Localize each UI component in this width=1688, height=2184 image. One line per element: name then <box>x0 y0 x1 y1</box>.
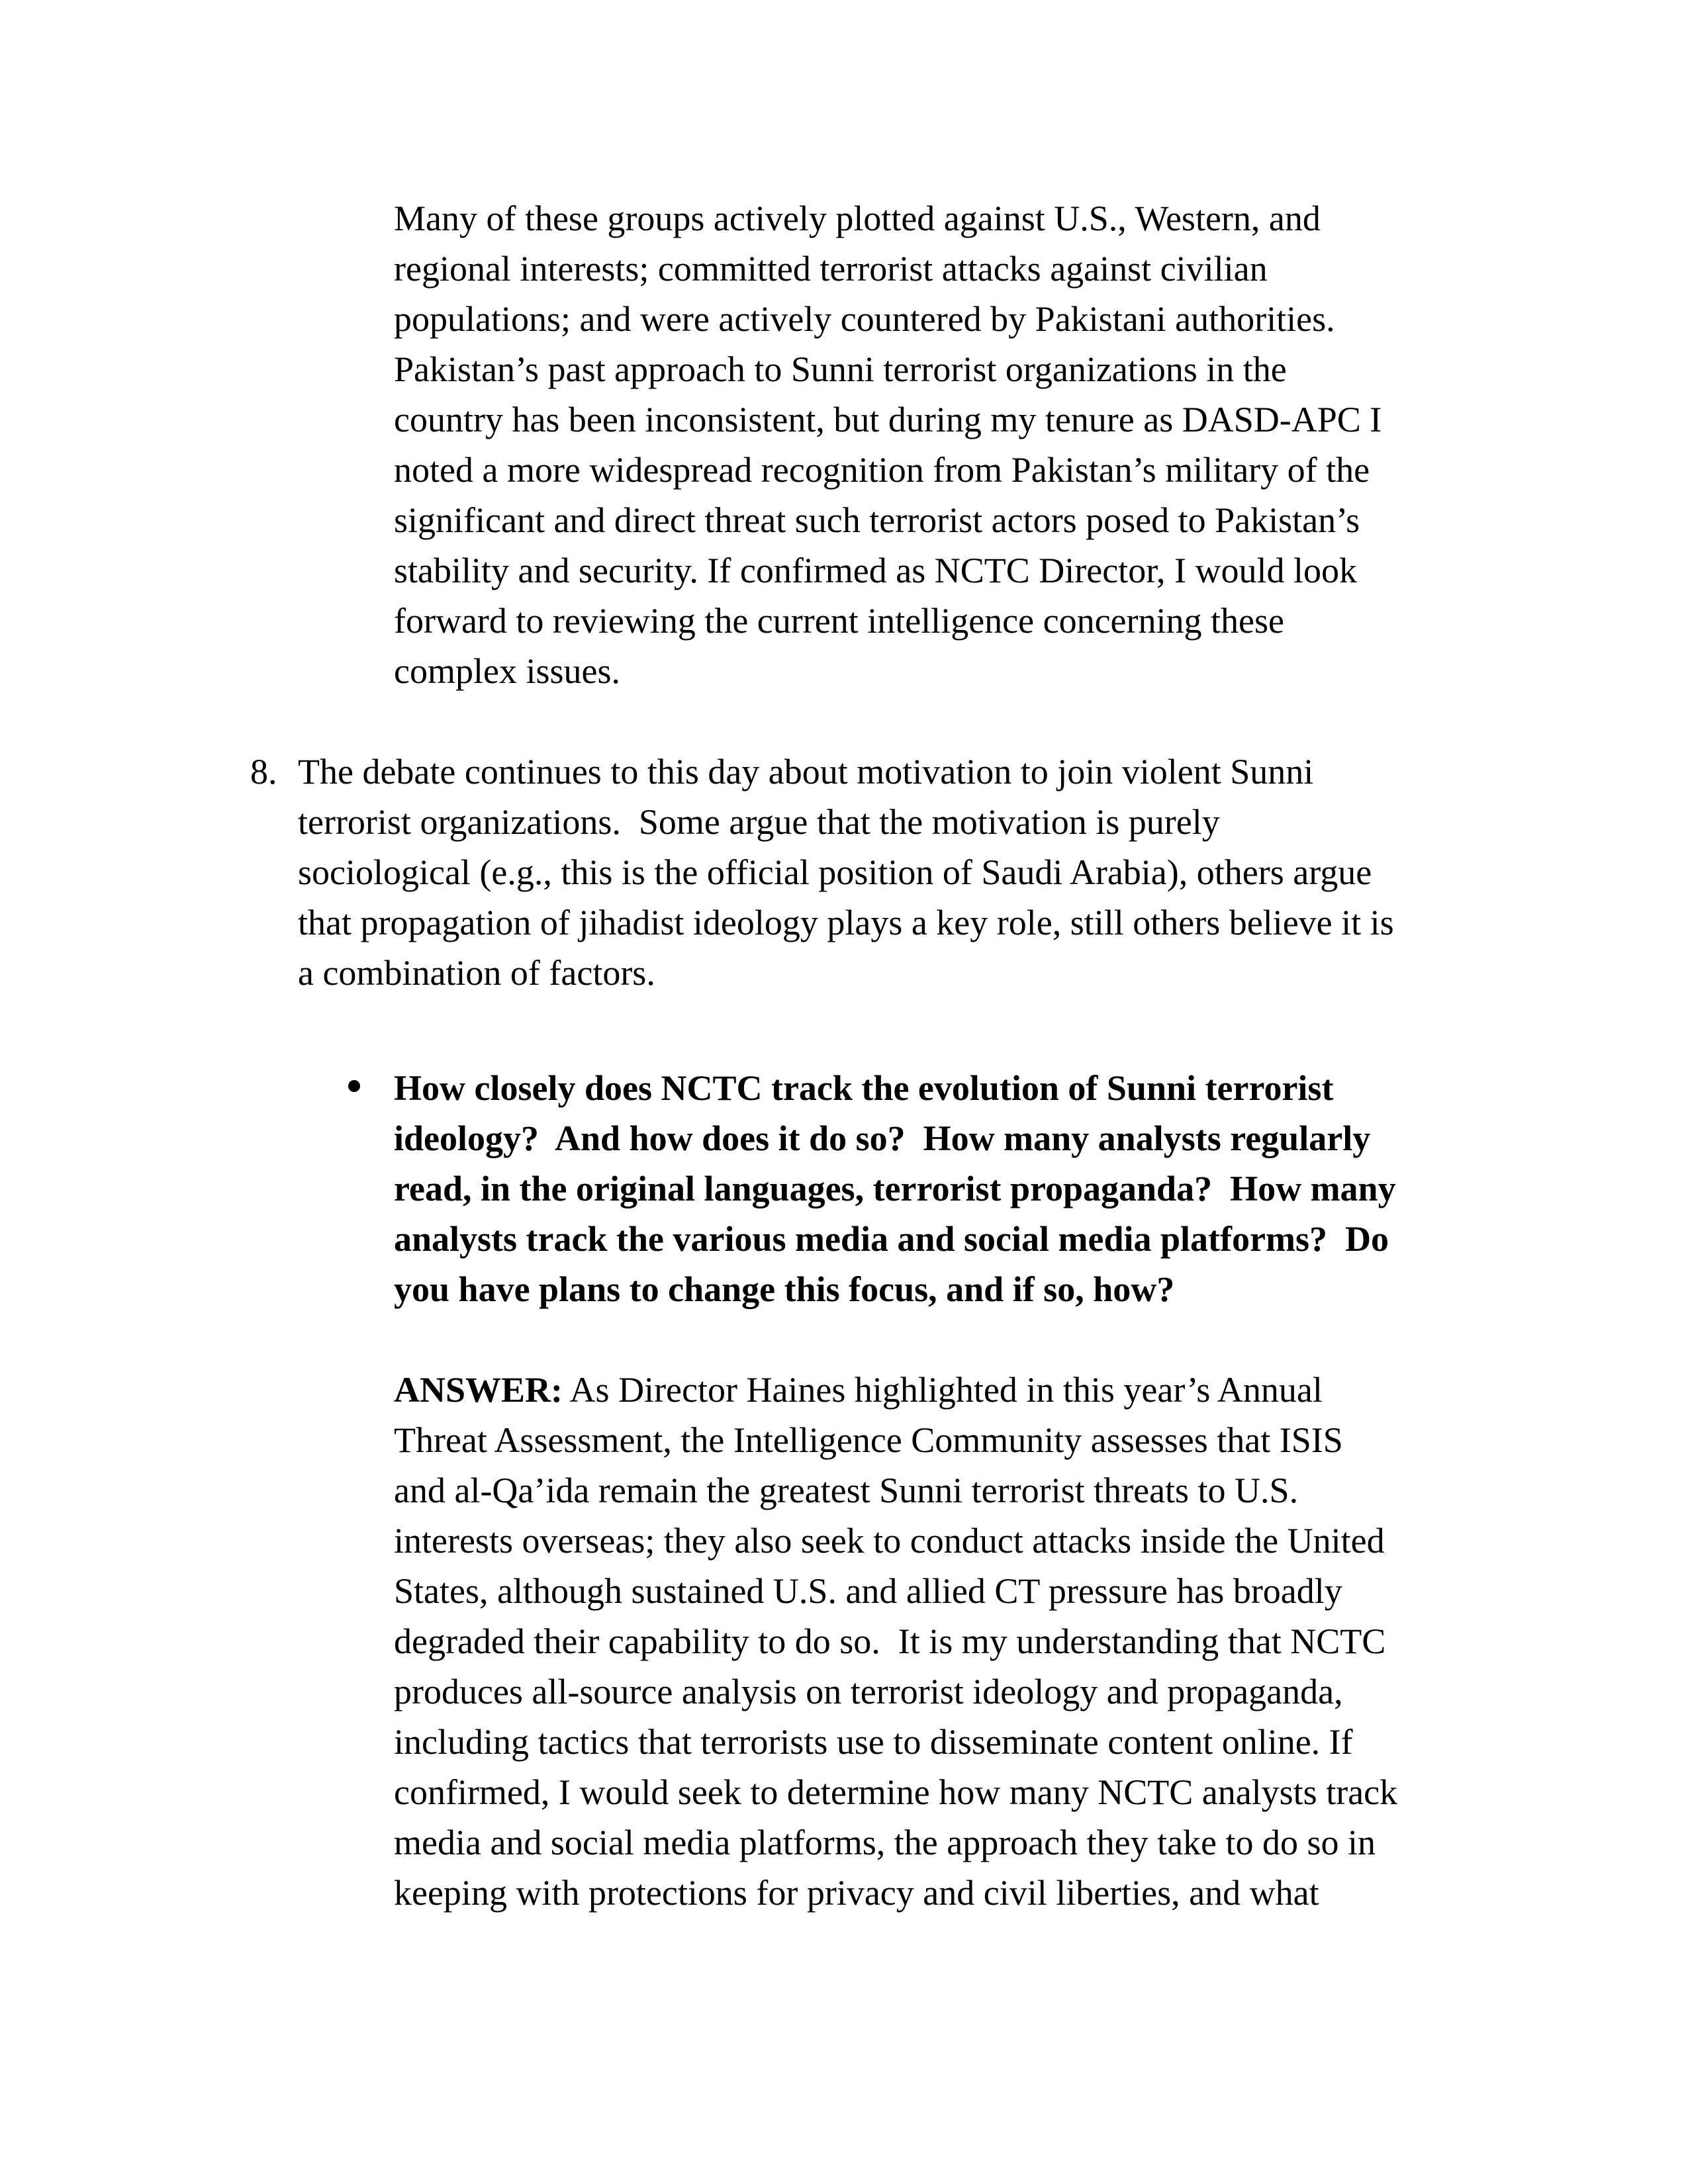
sub-question-line: ideology? And how does it do so? How many analysts regularly <box>394 1118 1371 1158</box>
answer-line: and al-Qa’ida remain the greatest Sunni terrorist threats to U.S. <box>394 1471 1299 1510</box>
question-line: a combination of factors. <box>298 953 655 993</box>
paragraph-line: Pakistan’s past approach to Sunni terrorist organizations in the <box>394 349 1287 389</box>
answer-text: As Director Haines highlighted in this year’s Annual <box>563 1370 1323 1410</box>
answer-line: keeping with protections for privacy and civil liberties, and what <box>394 1873 1319 1913</box>
question-line: The debate continues to this day about motivation to join violent Sunni <box>298 752 1314 792</box>
answer-line: including tactics that terrorists use to disseminate content online. If <box>394 1722 1353 1762</box>
paragraph-line: noted a more widespread recognition from Pakistan’s military of the <box>394 450 1370 490</box>
answer-line: interests overseas; they also seek to conduct attacks inside the United <box>394 1521 1385 1561</box>
question-line: terrorist organizations. Some argue that the motivation is purely <box>298 802 1220 842</box>
sub-question-line: analysts track the various media and social media platforms? Do <box>394 1219 1389 1259</box>
paragraph-line: stability and security. If confirmed as NCTC Director, I would look <box>394 551 1357 590</box>
paragraph-line: country has been inconsistent, but during my tenure as DASD-APC I <box>394 400 1382 439</box>
answer-line: media and social media platforms, the approach they take to do so in <box>394 1823 1376 1862</box>
answer-label: ANSWER: <box>394 1370 563 1410</box>
question-line: sociological (e.g., this is the official position of Saudi Arabia), others argue <box>298 852 1372 892</box>
sub-question-line: How closely does NCTC track the evolution of Sunni terrorist <box>394 1068 1334 1108</box>
answer-first-line <box>394 1365 1323 1415</box>
answer-line: produces all-source analysis on terrorist ideology and propaganda, <box>394 1672 1343 1711</box>
question-line: that propagation of jihadist ideology plays a key role, still others believe it is <box>298 903 1394 942</box>
paragraph-line: regional interests; committed terrorist attacks against civilian <box>394 249 1268 289</box>
paragraph-line: complex issues. <box>394 651 620 691</box>
answer-line: degraded their capability to do so. It is my understanding that NCTC <box>394 1621 1386 1661</box>
paragraph-line: populations; and were actively countered by Pakistani authorities. <box>394 299 1335 339</box>
sub-question-line: you have plans to change this focus, and if so, how? <box>394 1269 1175 1309</box>
question-number: 8. <box>250 752 277 792</box>
paragraph-line: forward to reviewing the current intelligence concerning these <box>394 601 1284 641</box>
answer-line: confirmed, I would seek to determine how many NCTC analysts track <box>394 1772 1398 1812</box>
paragraph-line: Many of these groups actively plotted against U.S., Western, and <box>394 199 1321 238</box>
paragraph-line: significant and direct threat such terrorist actors posed to Pakistan’s <box>394 500 1360 540</box>
bullet-dot-icon <box>348 1080 360 1092</box>
answer-line: States, although sustained U.S. and allied CT pressure has broadly <box>394 1571 1342 1611</box>
answer-line: Threat Assessment, the Intelligence Community assesses that ISIS <box>394 1420 1343 1460</box>
sub-question-line: read, in the original languages, terrorist propaganda? How many <box>394 1169 1396 1208</box>
